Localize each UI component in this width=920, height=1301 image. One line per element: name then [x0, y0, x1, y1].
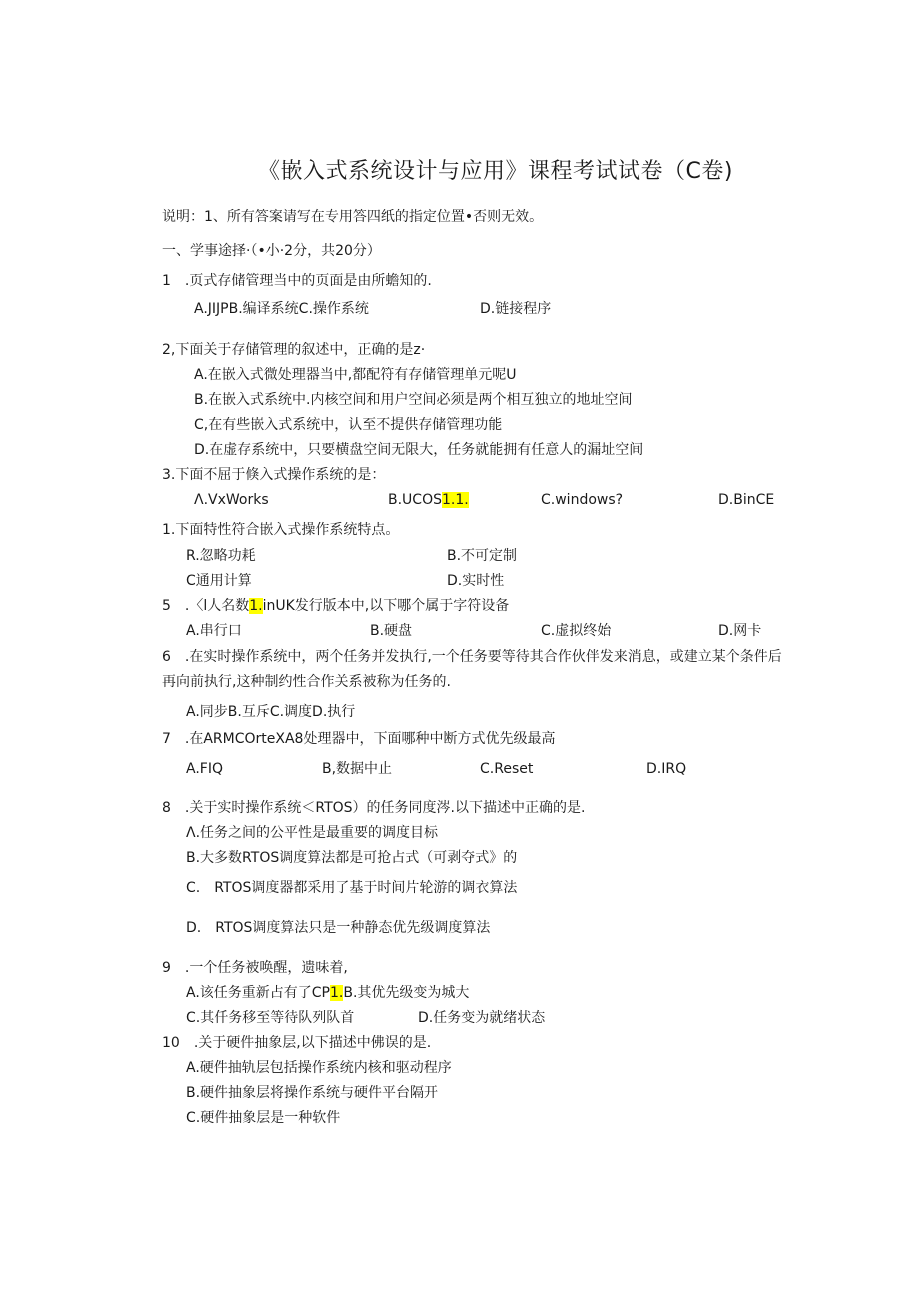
question-3-option-d: D.BinCE	[718, 492, 775, 508]
question-4-option-c: C通用计算	[186, 573, 252, 589]
question-4-stem: 1.下面特性符合嵌入式操作系统特点。	[162, 522, 400, 538]
question-9-option-c: C.其仟务移至等待队列队首	[186, 1010, 355, 1026]
question-4-option-b: B.不可定制	[447, 548, 518, 564]
question-3-option-a: Λ.VxWorks	[194, 492, 269, 508]
question-3-stem: 3.下面不屈于倏入式操作系统的是：	[162, 467, 386, 483]
question-10-option-b: B.硬件抽象层将操作系统与硬件平台隔开	[186, 1085, 439, 1101]
section-heading: 一、学事途择·（•小·2分，共20分）	[162, 243, 381, 259]
question-3-option-b: B.UCOS1.1.	[388, 492, 469, 508]
question-6-options: A.同步B.互斥C.调度D.执行	[186, 704, 356, 720]
question-8-stem: 8 .关于实时操作系统＜RTOS）的任务同度涔.以下描述中正确的是.	[162, 800, 586, 816]
question-5-option-d: D.网卡	[718, 623, 762, 639]
question-7-option-c: C.Reset	[480, 761, 534, 777]
question-5-option-c: C.虚拟终始	[541, 623, 612, 639]
question-2-stem: 2,下面关于存储管理的叙述中，正确的是z·	[162, 342, 426, 358]
highlight-mark: 1.	[249, 598, 263, 614]
highlight-mark: 1.1.	[441, 492, 469, 508]
question-6-stem-line-2: 再向前执行,这种制约性合作关系被称为任务的.	[162, 674, 451, 690]
question-10-option-a: A.硬件抽轨层包括操作系统内核和驱动程序	[186, 1060, 452, 1076]
highlight-mark: 1.	[330, 985, 344, 1001]
question-9-option-d: D.任务变为就绪状态	[418, 1010, 546, 1026]
instructions: 说明：1、所有答案请写在专用答四纸的指定位置•否则无效。	[162, 209, 544, 225]
question-8-option-c: C. RTOS调度器都采用了基于时间片轮游的调衣算法	[186, 880, 518, 896]
question-1-options-abc: A.JIJPB.编译系统C.操作系统	[194, 301, 369, 317]
question-8-option-d: D. RTOS调度算法只是一种静态优先级调度算法	[186, 920, 491, 936]
question-10-stem: 10 .关于硬件抽象层,以下描述中佛误的是.	[162, 1035, 432, 1051]
question-4-option-d: D.实时性	[447, 573, 505, 589]
question-1-option-d: D.链接程序	[480, 301, 552, 317]
question-2-option-b: B.在嵌入式系统中.内核空间和用户空间必须是两个相互独立的地址空间	[194, 392, 633, 408]
question-8-option-b: B.大多数RTOS调度算法都是可抢占式（可剥夺式》的	[186, 850, 518, 866]
question-1-stem: 1 .页式存储管理当中的页面是由所蟾知的.	[162, 273, 432, 289]
question-10-option-c: C.硬件抽象层是一种软件	[186, 1110, 341, 1126]
question-5-option-a: A.串行口	[186, 623, 242, 639]
question-2-option-d: D.在虚存系统中，只要横盘空间无限大，任务就能拥有任意人的漏址空间	[194, 442, 644, 458]
question-7-option-b: B,数据中止	[322, 761, 393, 777]
question-6-stem-line-1: 6 .在实时操作系统中，两个任务并发执行,一个任务要等待其合作伙伴发来消息，或建立某个条件后	[162, 649, 782, 665]
question-7-option-d: D.IRQ	[646, 761, 687, 777]
question-5-stem: 5 .〈l人名数1.inUK发行版本中,以下哪个属于字符设备	[162, 598, 510, 614]
question-2-option-c: C,在有些嵌入式系统中，认至不提供存储管理功能	[194, 417, 503, 433]
question-8-option-a: Λ.任务之间的公平性是最重要的调度目标	[186, 825, 439, 841]
question-3-option-c: C.windows?	[541, 492, 624, 508]
page-title: 《嵌入式系统设计与应用》课程考试试卷（C卷)	[258, 159, 733, 184]
question-7-stem: 7 .在ARMCOrteXA8处理器中，下面哪种中断方式优先级最高	[162, 731, 556, 747]
question-5-option-b: B.硬盘	[370, 623, 413, 639]
question-2-option-a: A.在嵌入式微处理器当中,都配符有存储管理单元呢U	[194, 367, 517, 383]
question-9-stem: 9 .一个任务被唤醒，遗味着,	[162, 960, 348, 976]
question-7-option-a: A.FIQ	[186, 761, 223, 777]
question-9-options-ab: A.该任务重新占有了CP1.B.其优先级变为城大	[186, 985, 470, 1001]
question-4-option-a: R.忽略功耗	[186, 548, 256, 564]
